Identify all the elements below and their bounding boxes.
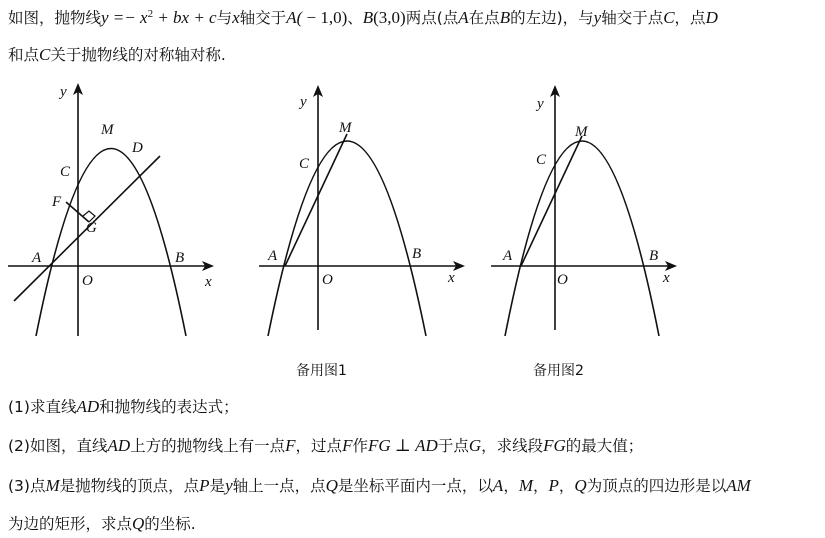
point-B: B [362,8,374,27]
var: y [225,476,233,495]
label-O: O [322,272,333,288]
figure-1 [0,78,240,348]
text: 与 [216,9,233,27]
figure-3 [485,78,700,383]
label-M: M [575,124,588,140]
text: 如图，抛物线 [8,9,102,27]
var: M [45,476,60,495]
label-G: G [86,220,97,236]
var: AM [726,476,751,495]
var: AD [107,436,131,455]
var: x [232,8,240,27]
label-A: A [268,248,278,264]
label-O: O [557,272,568,288]
var: P [548,476,559,495]
label-D: D [132,140,143,156]
segment-AM [285,134,347,266]
text: 、 [347,9,363,27]
label-x: x [663,270,670,286]
coord: (3,0) [373,8,406,27]
text: 是 [209,477,226,495]
text: 上方的抛物线上有一点 [130,437,286,455]
var: M [518,476,533,495]
label-F: F [52,194,62,210]
text: 的坐标. [144,515,196,533]
text: 作 [352,437,368,455]
text: ， [533,477,549,495]
var: A [458,8,469,27]
equation: y =− x [101,8,148,27]
text: ， [558,477,575,495]
text: ，过点 [295,437,343,455]
text: 是抛物线的顶点，点 [59,477,200,495]
text: 在点 [468,9,500,27]
label-M: M [339,120,352,136]
figure-2 [255,78,480,383]
label-y: y [537,96,544,112]
label-B: B [649,248,659,264]
parabola [505,141,659,336]
label-A: A [32,250,42,266]
text: 轴交于 [239,9,287,27]
parabola [36,149,186,337]
text: (1)求直线 [8,398,77,416]
text: 的最大值； [565,437,644,455]
label-y: y [300,94,307,110]
text: 为边的矩形，求点 [8,515,133,533]
perp-symbol: ⊥ [390,436,416,455]
var: G [468,436,482,455]
question-2 [8,434,643,456]
problem-line-1 [8,6,718,28]
var: F [285,436,296,455]
text: 和点 [8,46,40,64]
label-C: C [60,164,71,180]
coord: − 1,0) [302,8,348,27]
equation: + bx + c [153,8,217,27]
var: C [663,8,675,27]
label-M: M [101,122,114,138]
var: y [593,8,602,27]
label-A: A [503,248,513,264]
text: 的左边)，与 [510,9,594,27]
var: Q [132,514,145,533]
text: 轴上一点，点 [232,477,326,495]
text: ， [503,477,519,495]
var: FG [543,436,566,455]
text: (2)如图，直线 [8,437,108,455]
text: 和抛物线的表达式； [99,398,239,416]
text: 于点 [437,437,469,455]
text: 为顶点的四边形是以 [586,477,727,495]
exponent: 2 [147,7,154,20]
label-y: y [60,84,67,100]
var: C [39,45,51,64]
label-C: C [299,156,310,172]
problem-line-2 [8,43,226,65]
caption-1: 备用图1 [296,363,347,379]
var: D [705,8,718,27]
text: 轴交于点 [601,9,664,27]
var: P [199,476,210,495]
var: A [492,476,504,495]
caption-2: 备用图2 [533,363,584,379]
parabola [268,141,426,336]
var: Q [574,476,587,495]
question-3-cont [8,512,196,534]
point-A: A( [286,8,303,27]
text: 两点(点 [405,9,459,27]
var: AD [76,397,100,416]
label-C: C [536,152,547,168]
label-x: x [448,270,455,286]
text: ，点 [674,9,706,27]
text: (3)点 [8,477,46,495]
var: AD [415,436,438,455]
label-B: B [412,246,422,262]
text: 关于抛物线的对称轴对称. [50,46,226,64]
segment-AM [521,136,582,266]
label-O: O [82,273,93,289]
text: ，求线段 [481,437,544,455]
text: 是坐标平面内一点，以 [337,477,493,495]
question-3 [8,474,751,496]
label-x: x [205,274,212,290]
var: FG [367,436,391,455]
var: B [499,8,511,27]
label-B: B [175,250,185,266]
var: F [342,436,353,455]
question-1 [8,395,239,417]
var: Q [325,476,338,495]
